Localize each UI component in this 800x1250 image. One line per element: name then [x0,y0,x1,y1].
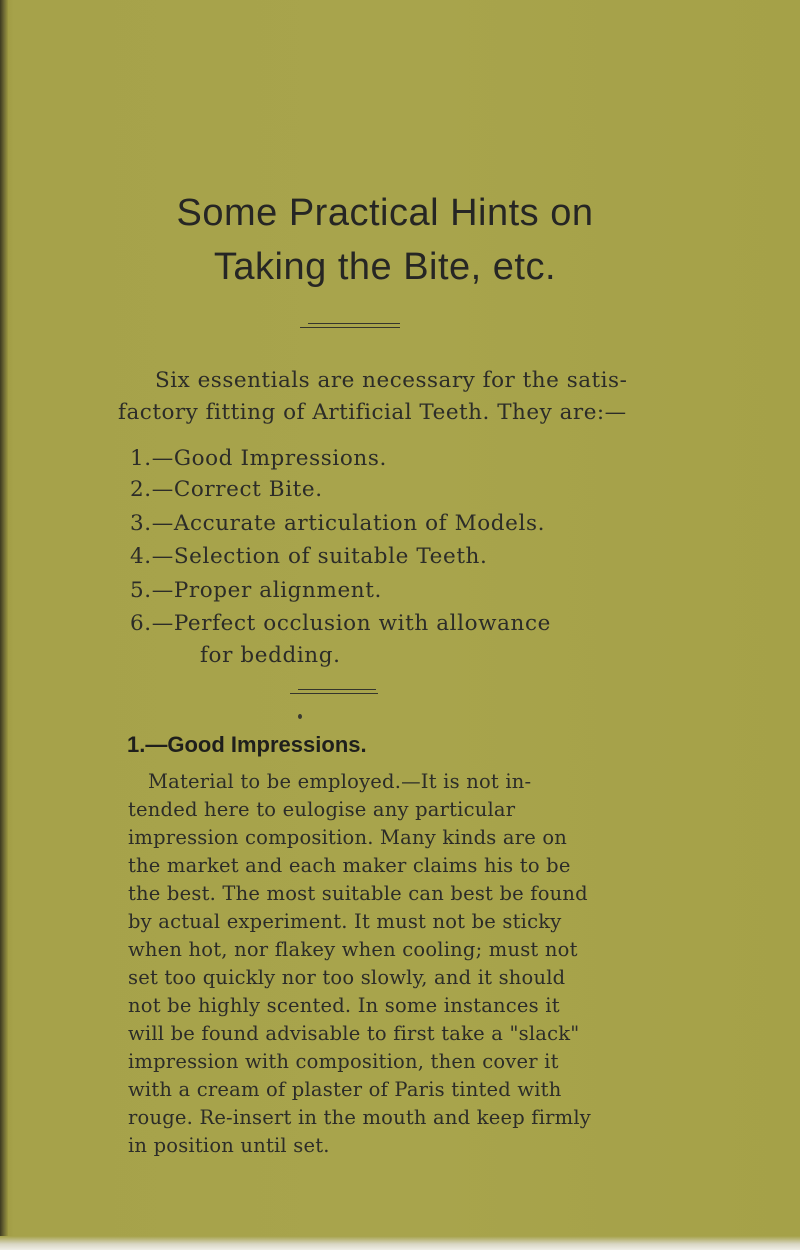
paragraph-line: with a cream of plaster of Paris tinted with [128,1078,562,1101]
ink-speck [298,714,302,719]
paragraph-line: tended here to eulogise any particular [128,798,516,821]
title-line-2: Taking the Bite, etc. [213,246,557,288]
paragraph-line: not be highly scented. In some instances it [128,994,560,1017]
essential-item-1: 1.—Good Impressions. [130,446,387,471]
intro-line-2: factory fitting of Artificial Teeth. They are:— [118,400,627,425]
section-rule-top [298,689,376,690]
intro-line-1: Six essentials are necessary for the satis- [155,368,628,393]
essential-item-6-continued: for bedding. [200,643,341,668]
essential-item-2: 2.—Correct Bite. [130,477,323,502]
paragraph-line: the market and each maker claims his to be [128,854,571,877]
paragraph-line: in position until set. [128,1134,330,1157]
paragraph-line: rouge. Re-insert in the mouth and keep firmly [128,1106,592,1129]
paragraph-line: will be found advisable to first take a "slack" [128,1022,580,1045]
paragraph-line: by actual experiment. It must not be sticky [128,910,562,933]
essential-item-6: 6.—Perfect occlusion with allowance [130,611,551,636]
paragraph-line: when hot, nor flakey when cooling; must not [128,938,578,961]
title-rule-top [308,323,400,324]
page-bottom-edge [0,1236,800,1250]
section-heading: 1.—Good Impressions. [127,732,367,757]
book-spine [0,0,8,1250]
section-rule-bottom [290,693,378,694]
paragraph-line: Material to be employed.—It is not in- [148,770,532,793]
essential-item-5: 5.—Proper alignment. [130,578,382,603]
paragraph-line: the best. The most suitable can best be found [128,882,588,905]
title-rule-bottom [300,327,400,328]
essential-item-3: 3.—Accurate articulation of Models. [130,511,546,536]
paragraph-line: impression with composition, then cover it [128,1050,559,1073]
title-line-1: Some Practical Hints on [176,192,594,234]
paragraph-line: impression composition. Many kinds are on [128,826,568,849]
essential-item-4: 4.—Selection of suitable Teeth. [130,544,488,569]
paragraph-line: set too quickly nor too slowly, and it should [128,966,566,989]
